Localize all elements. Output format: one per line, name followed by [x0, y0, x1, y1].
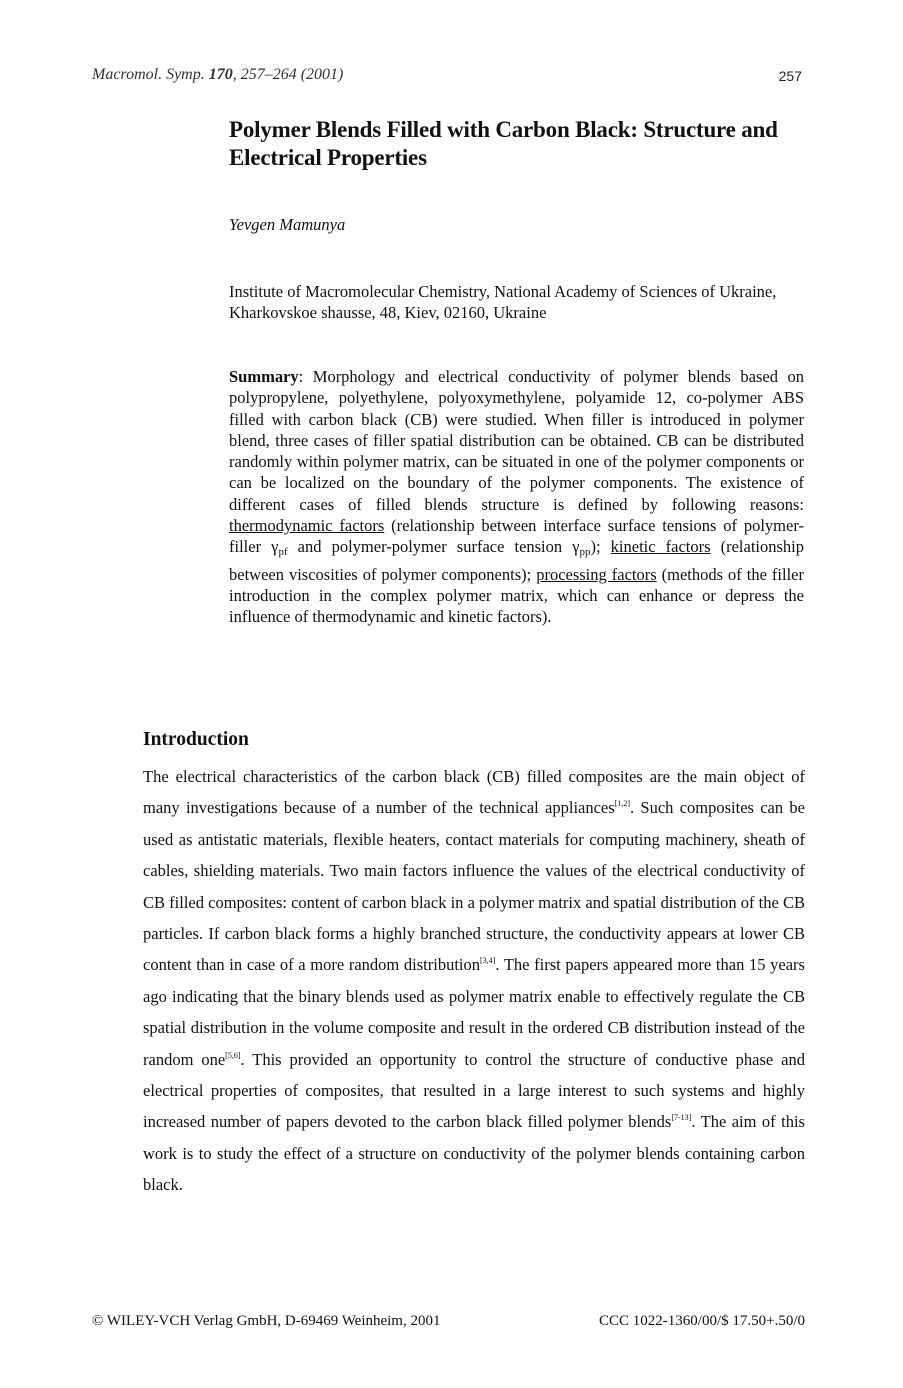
- citation: [1,2]: [614, 799, 630, 809]
- citation: [3,4]: [480, 956, 496, 966]
- journal-volume: 170: [208, 66, 233, 83]
- author-affiliation: Institute of Macromolecular Chemistry, National Academy of Sciences of Ukraine, Kharkovskoe shausse, 48, Kiev, 02160, Ukraine: [229, 282, 777, 322]
- summary-label: Summary: [229, 367, 299, 386]
- term-processing-factors: processing factors: [536, 564, 657, 584]
- term-thermodynamic-factors: thermodynamic factors: [229, 516, 385, 536]
- summary-text: : Morphology and electrical conductivity of polymer blends based on polypropylene, polyethylene, polyoxymethylene, polyamide 12, co-polymer ABS filled with carbon black (CB) were studied. When filler is introduced in polymer blend, three cases of filler spatial distribution can be obtained. CB can be distributed randomly within polymer matrix, can be situated in one of the polymer components or can be localized on the boundary of the polymer components. The existence of different cases of filled blends structure is defined by following reasons:: [229, 367, 804, 514]
- body-text: . This provided an opportunity to control the structure of conductive phase and electrical properties of composites, that resulted in a large interest to such systems and highly increased number of papers devoted to the carbon black filled polymer blends: [143, 1049, 805, 1132]
- summary-text: (relationship between interface surface tensions of polymer-filler γ: [229, 516, 804, 557]
- introduction-paragraph: [143, 761, 805, 1201]
- summary-text: (methods of the filler introduction in the complex polymer matrix, which can enhance or depress the influence of thermodynamic and kinetic factors).: [229, 564, 804, 627]
- citation: [5,6]: [225, 1050, 241, 1060]
- summary-abstract: [229, 366, 804, 628]
- ccc-code: CCC 1022-1360/00/$ 17.50+.50/0: [599, 1313, 805, 1329]
- body-text: . The aim of this work is to study the effect of a structure on conductivity of the polymer blends containing carbon black.: [143, 1112, 805, 1195]
- journal-name: Macromol. Symp.: [92, 66, 205, 83]
- summary-text: (relationship between viscosities of polymer components);: [229, 537, 805, 584]
- section-heading-introduction: Introduction: [143, 729, 249, 750]
- page-number: 257: [778, 68, 802, 84]
- body-text: . The first papers appeared more than 15 years ago indicating that the binary blends used as polymer matrix enable to effectively regulate the CB spatial distribution in the volume composite and result in the ordered CB distribution instead of the random one: [143, 955, 805, 1069]
- subscript-pf: pf: [278, 546, 288, 559]
- citation: [7-13]: [671, 1113, 692, 1123]
- body-text: . Such composites can be used as antistatic materials, flexible heaters, contact materials for computing machinery, sheath of cables, shielding materials. Two main factors influence the values of the electrical conductivity of CB filled composites: content of carbon black in a polymer matrix and spatial distribution of the CB particles. If carbon black forms a highly branched structure, the conductivity appears at lower CB content than in case of a more random distribution: [143, 798, 805, 975]
- running-head: [92, 66, 343, 84]
- author-name: Yevgen Mamunya: [229, 215, 346, 234]
- article-title: Polymer Blends Filled with Carbon Black: Structure and Electrical Properties: [229, 117, 778, 170]
- subscript-pp: pp: [579, 546, 591, 559]
- term-kinetic-factors: kinetic factors: [610, 537, 711, 557]
- copyright-notice: © WILEY-VCH Verlag GmbH, D-69469 Weinheim, 2001: [92, 1313, 441, 1329]
- body-text: The electrical characteristics of the carbon black (CB) filled composites are the main object of many investigations because of a number of the technical appliances: [143, 767, 805, 818]
- summary-text: );: [590, 537, 611, 557]
- journal-pages-year: , 257–264 (2001): [232, 66, 344, 83]
- summary-text: and polymer-polymer surface tension γ: [287, 537, 580, 557]
